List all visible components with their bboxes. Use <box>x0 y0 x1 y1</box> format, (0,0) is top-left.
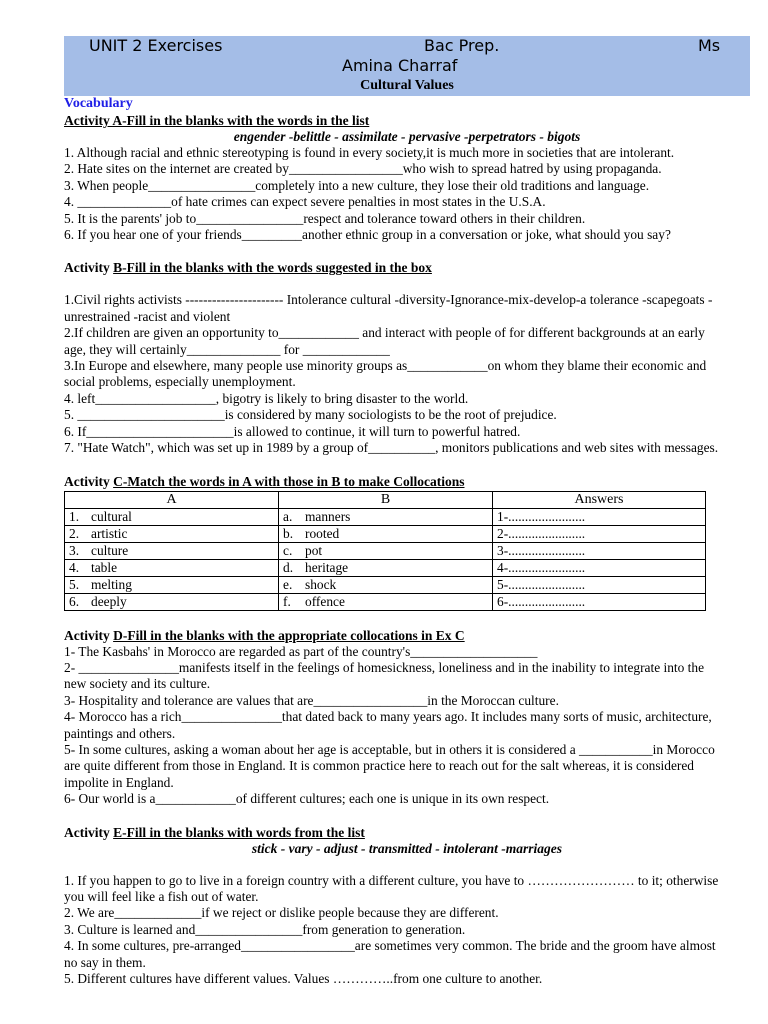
table-row <box>65 542 706 559</box>
activity-a-word-list: engender -belittle - assimilate - pervasive -perpetrators - bigots <box>233 129 581 144</box>
activity-e-line: 4. In some cultures, pre-arranged_________________are sometimes very common. The bride and the groom have almost <box>64 938 716 954</box>
activity-b-line: 7. "Hate Watch", which was set up in 1989 by a group of__________, monitors publications and web sites with messages. <box>64 440 719 456</box>
activity-e-line: 3. Culture is learned and________________from generation to generation. <box>64 921 466 937</box>
activity-d-line: 1- The Kasbahs' in Morocco are regarded as part of the country's___________________ <box>64 643 538 659</box>
activity-d-title-prefix: Activity <box>64 627 114 643</box>
activity-a-title-text: Activity A-Fill in the blanks with the words in the list <box>64 113 370 128</box>
cell-answer: 1-....................... <box>493 508 706 525</box>
table-row <box>65 508 706 525</box>
activity-e-line: 5. Different cultures have different values. Values …………..from one culture to another. <box>64 971 543 986</box>
cell-a <box>65 542 279 559</box>
activity-b-line: 6. If______________________is allowed to continue, it will turn to powerful hatred. <box>64 423 521 439</box>
collocation-table <box>64 491 706 611</box>
activity-e-title-prefix: Activity <box>64 824 114 840</box>
cell-answer: 3-....................... <box>493 542 706 559</box>
header-unit-title: UNIT 2 Exercises <box>89 36 223 55</box>
cell-a <box>65 508 279 525</box>
header-bac-prep: Bac Prep. <box>424 36 500 55</box>
activity-b-line: social problems, especially unemployment. <box>64 374 296 390</box>
activity-b-title-text: B-Fill in the blanks with the words suggested in the box <box>113 260 432 276</box>
row-number: 2. <box>69 525 80 541</box>
activity-b-line: 1.Civil rights activists ---------------------- Intolerance cultural -diversity-Ignorance-mix-develop-a tolerance -scapegoats - <box>64 292 713 308</box>
activity-e-title-text: E-Fill in the blanks with words from the list <box>113 824 365 840</box>
row-letter: f. <box>283 593 291 609</box>
cell-b <box>279 559 493 576</box>
spacer <box>64 276 750 292</box>
activity-b-title-prefix: Activity <box>64 260 114 276</box>
word-b: manners <box>305 508 351 524</box>
cell-b <box>279 576 493 593</box>
spacer <box>64 808 750 824</box>
header-band <box>64 36 750 96</box>
header-subtitle: Cultural Values <box>360 78 454 93</box>
row-letter: b. <box>283 525 294 541</box>
activity-b-line: 5. ______________________is considered by many sociologists to be the root of prejudice. <box>64 407 557 423</box>
activity-d-title-text: D-Fill in the blanks with the appropriate collocations in Ex C <box>113 627 465 643</box>
cell-b <box>279 542 493 559</box>
row-letter: a. <box>283 508 293 524</box>
activity-a-line: 2. Hate sites on the internet are created by_________________who wish to spread hatred by using propaganda. <box>64 161 662 177</box>
cell-a <box>65 593 279 610</box>
activity-e-title <box>64 824 750 841</box>
word-b: rooted <box>305 525 340 541</box>
cell-a <box>65 525 279 542</box>
row-number: 6. <box>69 593 80 609</box>
activity-d-line: 3- Hospitality and tolerance are values that are_________________in the Moroccan culture. <box>64 692 559 708</box>
header-ms: Ms <box>698 36 721 55</box>
activity-e-line: 1. If you happen to go to live in a foreign country with a different culture, you have to …………………… to it; otherwise <box>64 872 719 888</box>
cell-answer: 5-....................... <box>493 576 706 593</box>
spacer <box>64 457 750 473</box>
word-b: offence <box>305 593 345 609</box>
activity-d-line: 4- Morocco has a rich_______________that dated back to many years ago. It includes many sorts of music, architecture, <box>64 709 712 725</box>
spacer <box>64 857 750 873</box>
activity-d-line: paintings and others. <box>64 725 176 741</box>
cell-a <box>65 576 279 593</box>
row-letter: e. <box>283 576 293 592</box>
activity-c-title-text: C-Match the words in A with those in B to make Collocations <box>113 473 465 489</box>
spacer <box>64 611 750 627</box>
activity-b-line: 2.If children are given an opportunity to____________ and interact with people of for different backgrounds at an early <box>64 325 705 341</box>
column-header-a: A <box>65 491 279 508</box>
activity-a-line: 6. If you hear one of your friends_________another ethnic group in a conversation or joke, what should you say? <box>64 227 671 243</box>
worksheet-page <box>64 36 750 987</box>
activity-b-title <box>64 259 750 276</box>
activity-e-line: no say in them. <box>64 954 146 970</box>
word-b: pot <box>305 542 323 558</box>
row-number: 5. <box>69 576 80 592</box>
row-number: 3. <box>69 542 80 558</box>
word-b: shock <box>305 576 337 592</box>
word-a: artistic <box>91 525 128 541</box>
table-header-row <box>65 491 706 508</box>
cell-answer: 6-....................... <box>493 593 706 610</box>
word-a: cultural <box>91 508 132 524</box>
table-row <box>65 593 706 610</box>
word-a: melting <box>91 576 132 592</box>
word-a: culture <box>91 542 129 558</box>
activity-a-line: 1. Although racial and ethnic stereotyping is found in every society,it is much more in societies that are intolerant. <box>64 145 675 160</box>
activity-d-line: are quite different from those in England. It is common practice here to reach out for the salt whereas, it is considered <box>64 758 695 774</box>
column-header-answers: Answers <box>493 491 706 508</box>
activity-d-line: 5- In some cultures, asking a woman about her age is acceptable, but in others it is considered a ___________in Morocco <box>64 741 715 757</box>
activity-b-line: 4. left__________________, bigotry is likely to bring disaster to the world. <box>64 390 469 406</box>
activity-b-line: unrestrained -racist and violent <box>64 308 231 324</box>
cell-a <box>65 559 279 576</box>
activity-e-line: 2. We are_____________if we reject or dislike people because they are different. <box>64 905 499 921</box>
row-letter: c. <box>283 542 293 558</box>
activity-a-line: 4. ______________of hate crimes can expect severe penalties in most states in the U.S.A. <box>64 194 546 210</box>
activity-c-title <box>64 473 750 490</box>
table-row <box>65 576 706 593</box>
row-letter: d. <box>283 559 294 575</box>
cell-answer: 2-....................... <box>493 525 706 542</box>
row-number: 4. <box>69 559 80 575</box>
row-number: 1. <box>69 508 80 524</box>
activity-a-line: 5. It is the parents' job to________________respect and tolerance toward others in their children. <box>64 210 586 226</box>
table-row <box>65 559 706 576</box>
cell-answer: 4-....................... <box>493 559 706 576</box>
cell-b <box>279 508 493 525</box>
cell-b <box>279 525 493 542</box>
activity-d-line: 2- _______________manifests itself in the feelings of homesickness, loneliness and in the inability to integrate into the <box>64 659 705 675</box>
activity-b-line: 3.In Europe and elsewhere, many people use minority groups as____________on whom they blame their economic and <box>64 358 707 374</box>
activity-d-title <box>64 627 750 644</box>
word-b: heritage <box>305 559 349 575</box>
word-a: table <box>91 559 118 575</box>
activity-e-word-list: stick - vary - adjust - transmitted - intolerant -marriages <box>251 840 563 856</box>
activity-b-line: age, they will certainly______________ for _____________ <box>64 341 390 357</box>
activity-d-line: impolite in England. <box>64 774 174 790</box>
activity-d-line: 6- Our world is a____________of different cultures; each one is unique in its own respect. <box>64 791 550 807</box>
table-row <box>65 525 706 542</box>
activity-c-title-prefix: Activity <box>64 473 114 489</box>
cell-b <box>279 593 493 610</box>
header-teacher-name: Amina Charraf <box>342 56 458 75</box>
word-a: deeply <box>91 593 127 609</box>
activity-a-title <box>64 112 750 129</box>
vocabulary-heading: Vocabulary <box>64 96 133 111</box>
column-header-b: B <box>279 491 493 508</box>
activity-a-line: 3. When people________________completely into a new culture, they lose their old traditions and language. <box>64 177 650 193</box>
spacer <box>64 243 750 259</box>
activity-d-line: new society and its culture. <box>64 676 211 692</box>
activity-e-line: you will feel like a fish out of water. <box>64 888 259 904</box>
